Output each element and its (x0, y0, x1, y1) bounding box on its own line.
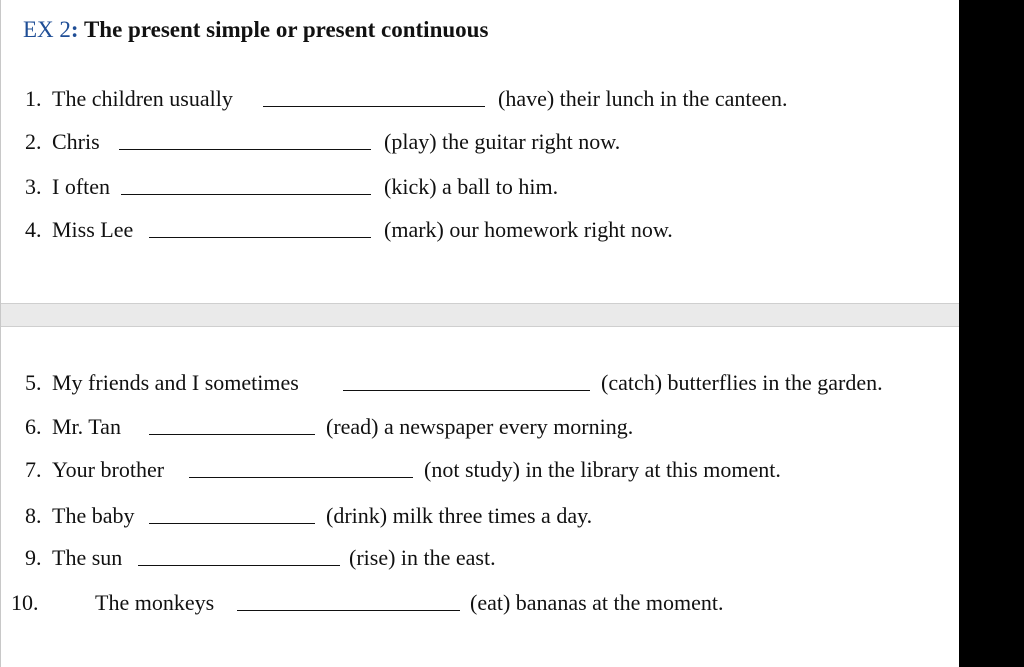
item-subject: The baby (52, 503, 135, 528)
answer-blank[interactable] (263, 106, 485, 107)
item-verb-hint: (catch) butterflies in the garden. (601, 370, 883, 395)
item-verb-hint: (kick) a ball to him. (384, 174, 559, 199)
item-number: 4. (25, 217, 42, 242)
exercise-item-3 (1, 172, 959, 202)
item-subject: The sun (52, 545, 123, 570)
exercise-item-1 (1, 84, 959, 114)
exercise-item-8 (1, 501, 959, 531)
item-subject: The children usually (52, 86, 233, 111)
answer-blank[interactable] (343, 390, 590, 391)
item-number: 9. (25, 545, 42, 570)
item-verb-hint: (drink) milk three times a day. (326, 503, 593, 528)
answer-blank[interactable] (119, 149, 371, 150)
item-verb-hint: (not study) in the library at this moment. (424, 457, 781, 482)
item-number: 7. (25, 457, 42, 482)
answer-blank[interactable] (121, 194, 371, 195)
exercise-item-10 (1, 588, 959, 618)
answer-blank[interactable] (237, 610, 460, 611)
exercise-item-9 (1, 543, 959, 573)
item-subject: Mr. Tan (52, 414, 121, 439)
item-verb-hint: (have) their lunch in the canteen. (498, 86, 788, 111)
item-subject: I often (52, 174, 111, 199)
exercise-title (23, 17, 488, 43)
item-subject: The monkeys (95, 590, 215, 615)
exercise-prefix: EX (23, 17, 54, 42)
answer-blank[interactable] (138, 565, 340, 566)
exercise-item-5 (1, 368, 959, 398)
item-verb-hint: (eat) bananas at the moment. (470, 590, 724, 615)
item-number: 5. (25, 370, 42, 395)
item-subject: Chris (52, 129, 100, 154)
exercise-item-6 (1, 412, 959, 442)
page-break (1, 303, 959, 327)
item-subject: Your brother (52, 457, 165, 482)
item-subject: Miss Lee (52, 217, 134, 242)
item-verb-hint: (rise) in the east. (349, 545, 496, 570)
answer-blank[interactable] (149, 237, 371, 238)
item-verb-hint: (play) the guitar right now. (384, 129, 621, 154)
item-verb-hint: (mark) our homework right now. (384, 217, 673, 242)
item-subject: My friends and I sometimes (52, 370, 299, 395)
item-number: 3. (25, 174, 42, 199)
page-top (1, 0, 959, 303)
exercise-title-text: The present simple or present continuous (83, 17, 489, 42)
exercise-item-2 (1, 127, 959, 157)
exercise-item-4 (1, 215, 959, 245)
right-black-margin (960, 0, 1024, 667)
item-number: 8. (25, 503, 42, 528)
item-number: 10. (11, 590, 39, 615)
item-number: 1. (25, 86, 42, 111)
exercise-number: 2 (59, 17, 71, 42)
answer-blank[interactable] (189, 477, 413, 478)
answer-blank[interactable] (149, 434, 315, 435)
item-verb-hint: (read) a newspaper every morning. (326, 414, 634, 439)
exercise-item-7 (1, 455, 959, 485)
item-number: 2. (25, 129, 42, 154)
item-number: 6. (25, 414, 42, 439)
exercise-colon: : (70, 17, 79, 42)
answer-blank[interactable] (149, 523, 315, 524)
